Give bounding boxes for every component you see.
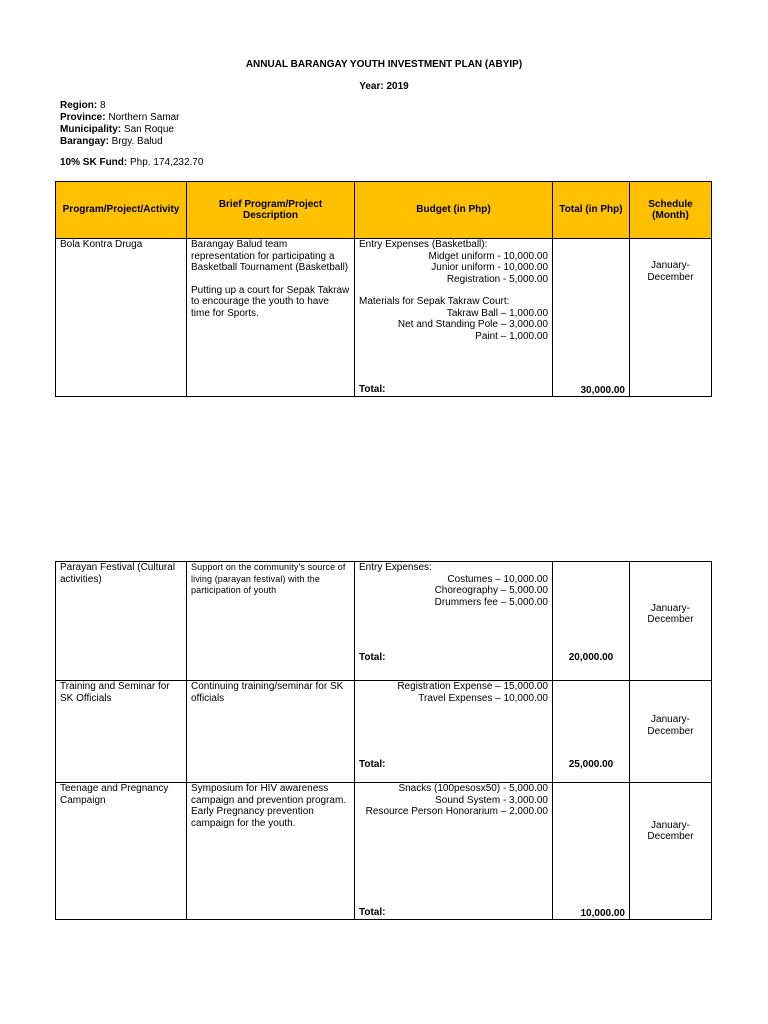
budget-item: Costumes – 10,000.00 (447, 573, 548, 585)
total-cell: 20,000.00 (553, 562, 630, 681)
municipality-label: Municipality: (60, 124, 122, 135)
table-header-row (56, 182, 712, 239)
fund-line (60, 157, 203, 169)
description-cell (187, 239, 355, 397)
table-row (56, 239, 712, 397)
schedule-cell: January-December (630, 681, 712, 783)
budget-item: Midget uniform - 10,000.00 (428, 250, 548, 262)
meta-block (60, 100, 180, 148)
budget-heading: Entry Expenses (Basketball): (359, 239, 488, 250)
schedule-cell: January-December (630, 783, 712, 920)
budget-item: Paint – 1,000.00 (475, 330, 548, 342)
description-cell: Symposium for HIV awareness campaign and prevention program. Early Pregnancy prevention campaign for the youth. (187, 783, 355, 920)
barangay-label: Barangay: (60, 136, 109, 147)
program-cell: Teenage and Pregnancy Campaign (56, 783, 187, 920)
budget-item: Sound System - 3,000.00 (435, 794, 548, 806)
document-title: ANNUAL BARANGAY YOUTH INVESTMENT PLAN (ABYIP) (245, 59, 523, 70)
total-label: Total: (359, 906, 386, 918)
program-cell: Parayan Festival (Cultural activities) (56, 562, 187, 681)
total-label: Total: (359, 383, 386, 395)
budget-cell (355, 681, 553, 783)
header-total: Total (in Php) (553, 182, 630, 239)
region-label: Region: (60, 100, 98, 111)
description-cell: Support on the community’s source of living (parayan festival) with the participation of youth (187, 562, 355, 681)
header-budget: Budget (in Php) (355, 182, 553, 239)
total-cell: 25,000.00 (553, 681, 630, 783)
description-cell: Continuing training/seminar for SK officials (187, 681, 355, 783)
municipality-line (60, 124, 180, 136)
municipality-value: San Roque (121, 124, 174, 135)
schedule-cell: January-December (630, 562, 712, 681)
budget-item: Net and Standing Pole – 3,000.00 (397, 319, 548, 330)
budget-cell (355, 239, 553, 397)
budget-item: Junior uniform - 10,000.00 (431, 262, 548, 273)
table-row (56, 562, 712, 681)
budget-cell (355, 562, 553, 681)
budget-item: Resource Person Honorarium – 2,000.00 (365, 806, 548, 817)
region-line (60, 100, 180, 112)
region-value: 8 (97, 100, 106, 111)
document-year: Year: 2019 (359, 81, 409, 92)
budget-heading: Entry Expenses: (359, 562, 432, 573)
barangay-line (60, 136, 180, 148)
header-description: Brief Program/Project Description (187, 182, 355, 239)
barangay-value: Brgy. Balud (108, 136, 163, 147)
total-cell: 10,000.00 (553, 783, 630, 920)
budget-table-1 (55, 181, 712, 397)
province-label: Province: (60, 112, 106, 123)
description-text: Barangay Balud team representation for participating a Basketball Tournament (Basketball) (191, 239, 349, 273)
total-label: Total: (359, 651, 386, 663)
total-cell: 30,000.00 (553, 239, 630, 397)
province-line (60, 112, 180, 124)
budget-item: Snacks (100pesosx50) - 5,000.00 (398, 783, 548, 794)
description-text: Putting up a court for Sepak Takraw to encourage the youth to have time for Sports. (191, 284, 350, 319)
total-label: Total: (359, 758, 386, 770)
province-value: Northern Samar (105, 112, 180, 123)
budget-item: Registration Expense – 15,000.00 (397, 681, 548, 692)
budget-item: Drummers fee – 5,000.00 (434, 596, 548, 608)
budget-cell (355, 783, 553, 920)
program-cell: Bola Kontra Druga (56, 239, 187, 397)
budget-item: Registration - 5,000.00 (446, 273, 548, 285)
fund-value: Php. 174,232.70 (127, 157, 204, 168)
budget-table-2 (55, 561, 712, 920)
table-row (56, 783, 712, 920)
table-row (56, 681, 712, 783)
budget-heading: Materials for Sepak Takraw Court: (359, 296, 510, 307)
budget-item: Takraw Ball – 1,000.00 (446, 307, 548, 319)
fund-label: 10% SK Fund: (60, 157, 128, 168)
budget-item: Choreography – 5,000.00 (434, 585, 548, 596)
schedule-cell: January-December (630, 239, 712, 397)
header-program: Program/Project/Activity (56, 182, 187, 239)
program-cell: Training and Seminar for SK Officials (56, 681, 187, 783)
header-schedule: Schedule (Month) (630, 182, 712, 239)
budget-item: Travel Expenses – 10,000.00 (418, 692, 548, 704)
